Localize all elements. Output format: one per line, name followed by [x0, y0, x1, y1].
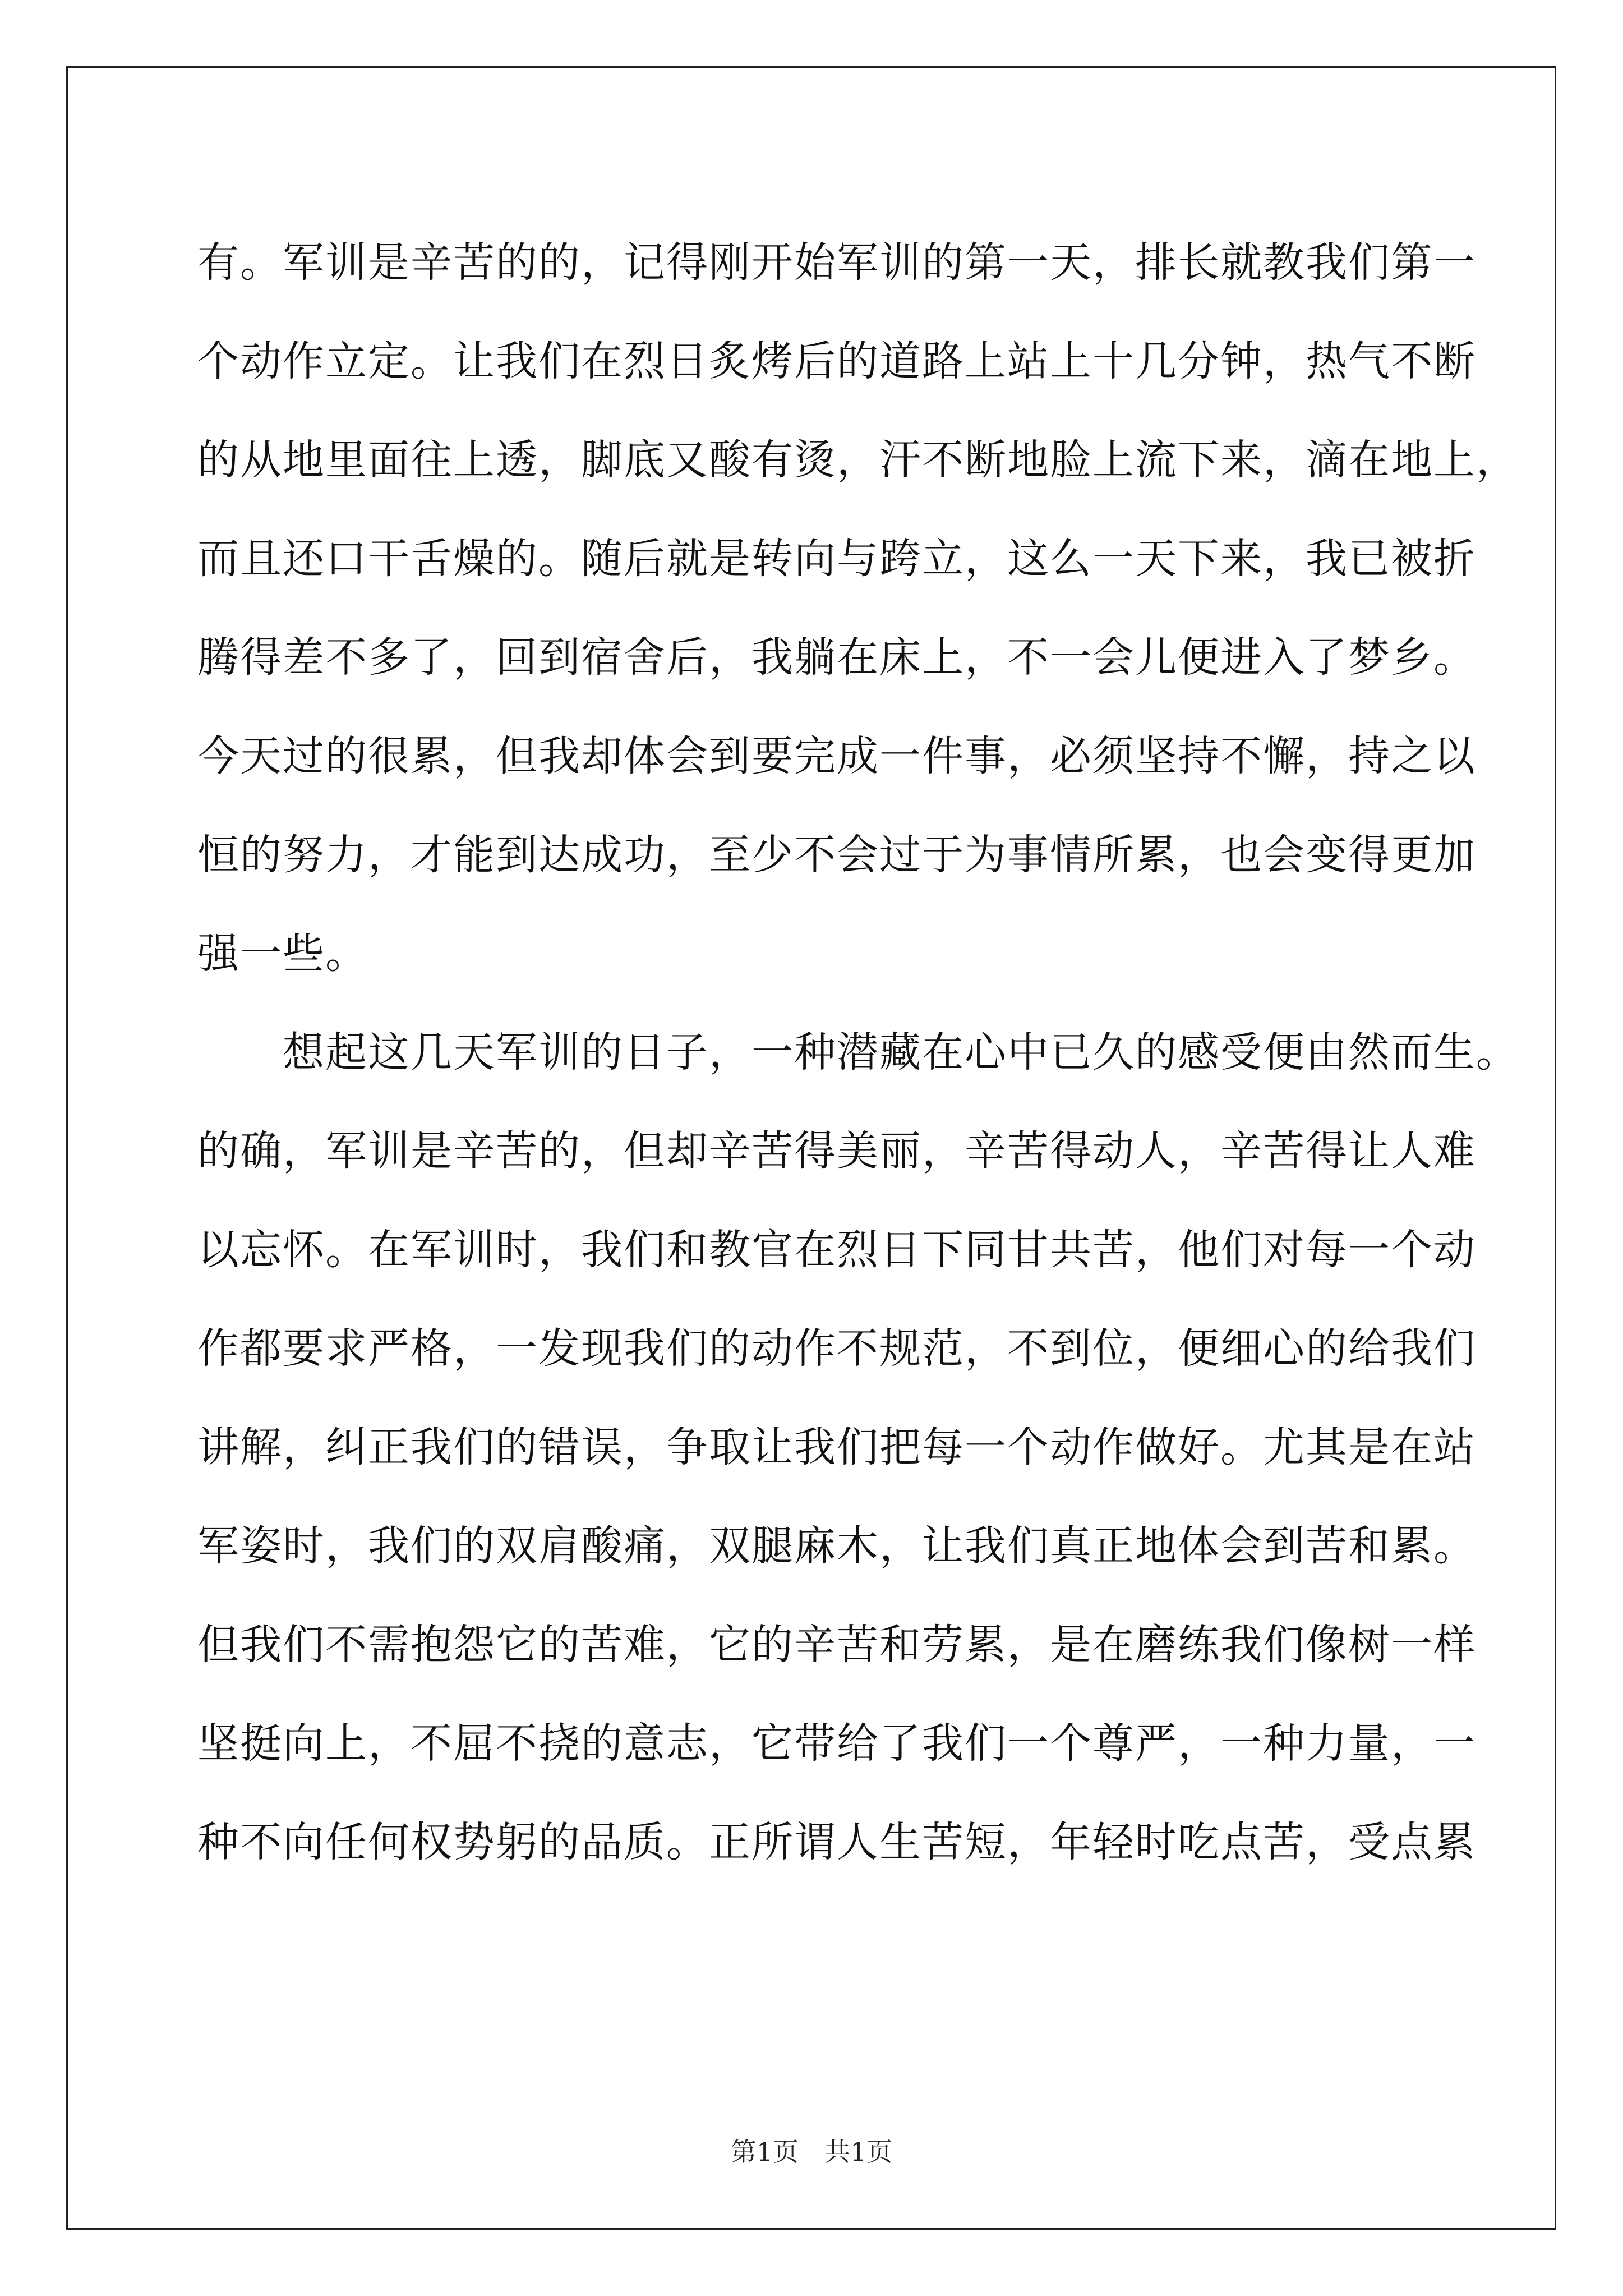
text-line: 的确，军训是辛苦的，但却辛苦得美丽，辛苦得动人，辛苦得让人难 [197, 1127, 1476, 1175]
text-line: 但我们不需抱怨它的苦难，它的辛苦和劳累，是在磨练我们像树一样 [197, 1621, 1476, 1669]
text-line: 种不向任何权势躬的品质。正所谓人生苦短，年轻时吃点苦，受点累 [197, 1818, 1476, 1866]
page-number: 第1页 共1页 [730, 2137, 893, 2167]
text-line: 作都要求严格，一发现我们的动作不规范，不到位，便细心的给我们 [197, 1324, 1476, 1373]
text-line: 有。军训是辛苦的的，记得刚开始军训的第一天，排长就教我们第一 [197, 238, 1476, 287]
text-line: 而且还口干舌燥的。随后就是转向与跨立，这么一天下来，我已被折 [197, 535, 1476, 583]
text-line: 坚挺向上，不屈不挠的意志，它带给了我们一个尊严，一种力量，一 [197, 1719, 1476, 1768]
text-line: 今天过的很累，但我却体会到要完成一件事，必须坚持不懈，持之以 [197, 732, 1476, 780]
text-line: 腾得差不多了，回到宿舍后，我躺在床上，不一会儿便进入了梦乡。 [197, 633, 1476, 682]
text-line: 恒的努力，才能到达成功，至少不会过于为事情所累，也会变得更加 [197, 831, 1476, 879]
text-line: 军姿时，我们的双肩酸痛，双腿麻木，让我们真正地体会到苦和累。 [197, 1522, 1476, 1570]
text-line: 讲解，纠正我们的错误，争取让我们把每一个动作做好。尤其是在站 [197, 1423, 1476, 1471]
document-body [197, 213, 1519, 1892]
text-line: 以忘怀。在军训时，我们和教官在烈日下同甘共苦，他们对每一个动 [197, 1226, 1476, 1274]
text-line: 想起这几天军训的日子，一种潜藏在心中已久的感受便由然而生。 [197, 1028, 1519, 1076]
text-line: 的从地里面往上透，脚底又酸有烫，汗不断地脸上流下来，滴在地上， [197, 436, 1519, 484]
text-line: 个动作立定。让我们在烈日炙烤后的道路上站上十几分钟，热气不断 [197, 337, 1476, 385]
text-line: 强一些。 [197, 930, 368, 978]
